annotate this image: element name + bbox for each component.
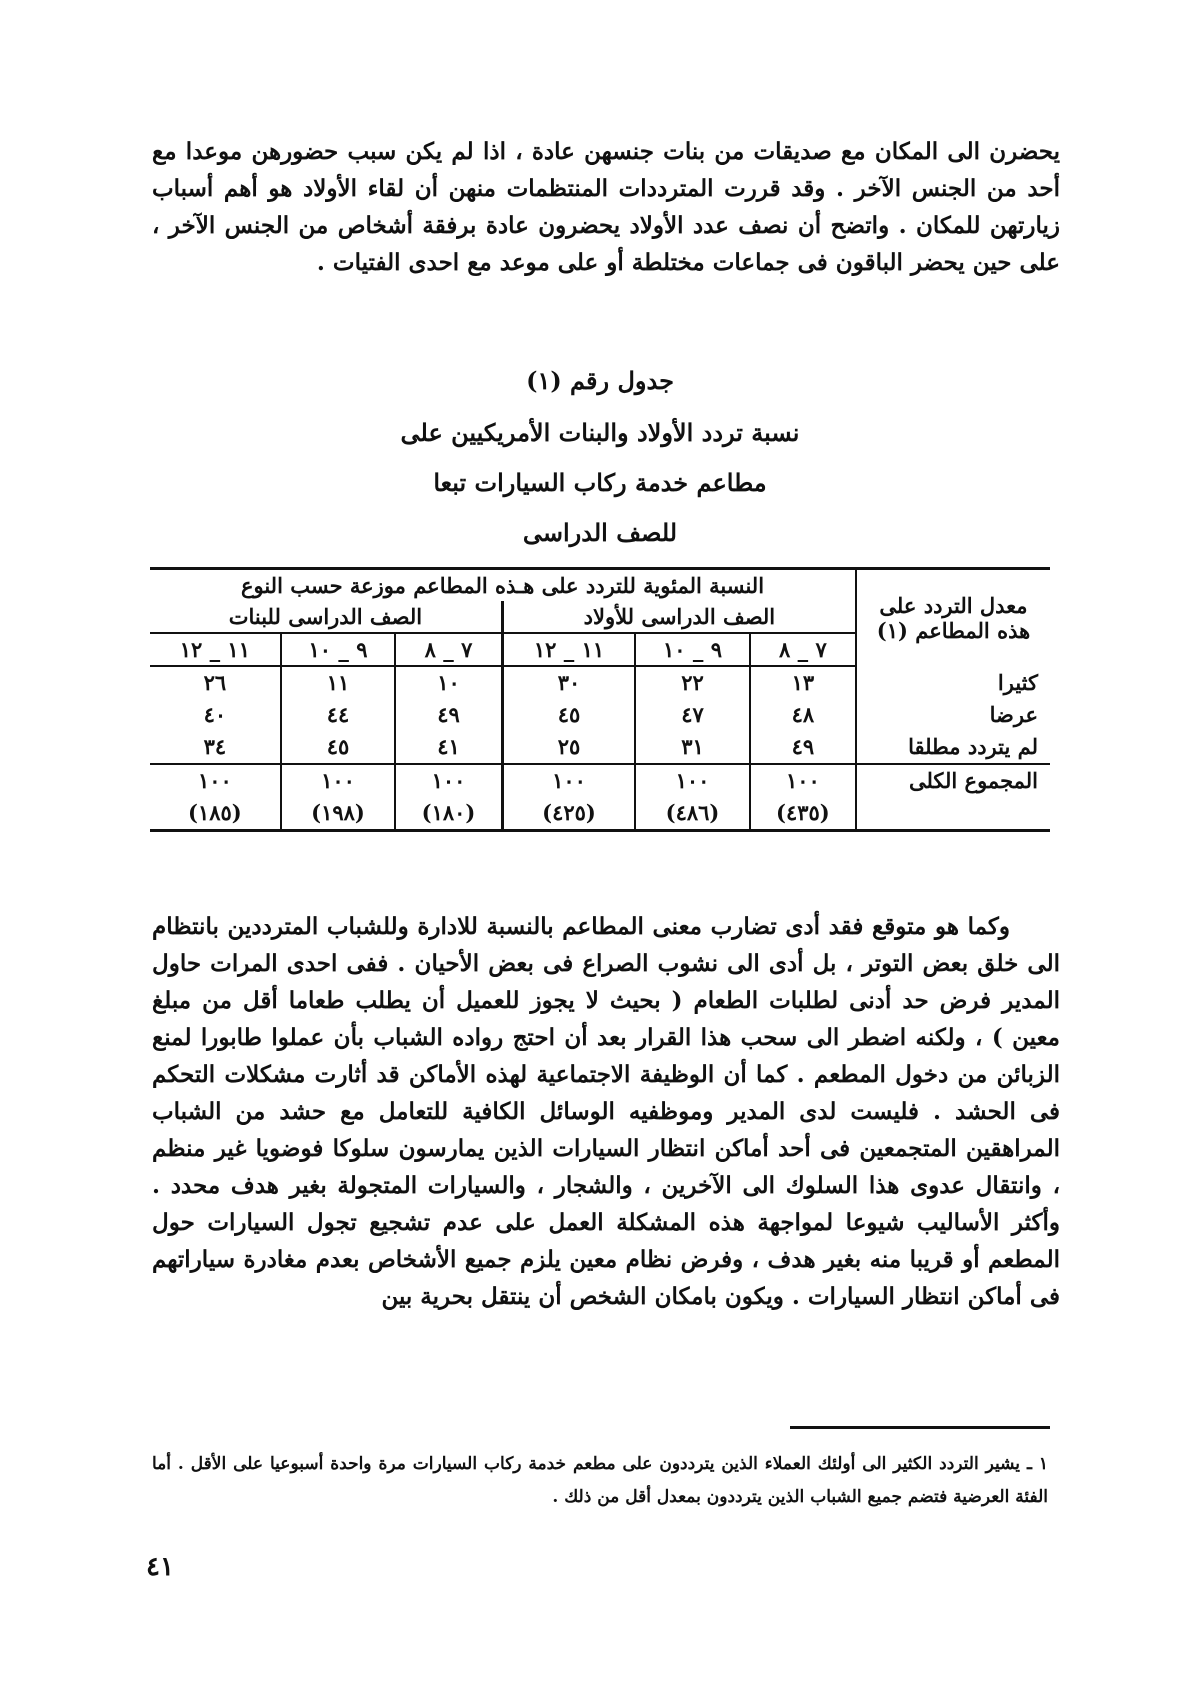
table-cell: ٤٨ (750, 699, 856, 731)
grade-header: ٧ _ ٨ (395, 633, 502, 666)
table-cell: ٤٥ (281, 731, 396, 764)
grade-header: ٩ _ ١٠ (635, 633, 750, 666)
main-header: النسبة المئوية للتردد على هـذه المطاعم موزعة حسب النوع (240, 573, 765, 598)
table-row-counts (150, 797, 1050, 831)
group-header-boys: الصف الدراسى للأولاد (502, 601, 856, 633)
table-cell: ٤٩ (395, 699, 502, 731)
total-cell: ١٠٠ (750, 764, 856, 797)
table-cell: ٤٠ (203, 702, 227, 727)
count-cell: (٤٣٥) (750, 797, 856, 831)
page-number: ٤١ (146, 1552, 174, 1582)
row-label: لم يتردد مطلقا (856, 731, 1050, 764)
count-cell: (١٩٨) (281, 797, 396, 831)
table-cell: ١٠ (395, 666, 502, 699)
table-cell: ٣٠ (502, 666, 635, 699)
table-cell: ٤١ (395, 731, 502, 764)
table-row-total (150, 764, 1050, 797)
grade-header: ١١ _ ١٢ (150, 633, 281, 666)
table-title-line-1: نسبة تردد الأولاد والبنات الأمريكيين على (400, 418, 800, 447)
grade-header: ٩ _ ١٠ (281, 633, 396, 666)
table-cell: ٣١ (635, 731, 750, 764)
row-label: عرضا (856, 699, 1050, 731)
count-cell: (٤٨٦) (635, 797, 750, 831)
frequency-table-grid (150, 567, 1050, 832)
intro-paragraph: يحضرن الى المكان مع صديقات من بنات جنسهن عادة ، اذا لم يكن سبب حضورهن موعدا مع أحد من الجنس الآخر . وقد قررت المترددات المنتظمات منهن أن لقاء الأولاد هو أهم أسباب زيارتهن للمكان . واتضح أن نصف عدد الأولاد يحضرون عادة برفقة أشخاص من الجنس الآخر ، على حين يحضر الباقون فى جماعات مختلطة أو على موعد مع احدى الفتيات . (152, 138, 1060, 276)
table-cell: ٤٧ (635, 699, 750, 731)
footnote-divider (790, 1426, 1050, 1429)
total-cell: ١٠٠ (502, 764, 635, 797)
total-cell: ١٠٠ (150, 764, 281, 797)
table-cell: ٢٢ (635, 666, 750, 699)
total-cell: ١٠٠ (635, 764, 750, 797)
grade-header: ١١ _ ١٢ (502, 633, 635, 666)
body-paragraph: وكما هو متوقع فقد أدى تضارب معنى المطاعم بالنسبة للادارة وللشباب المترددين بانتظام الى خلق بعض التوتر ، بل أدى الى نشوب الصراع فى بعض الأحيان . ففى احدى المرات حاول المدير فرض حد أدنى لطلبات الطعام ( بحيث لا يجوز للعميل أن يطلب طعاما أقل من مبلغ معين ) ، ولكنه اضطر الى سحب هذا القرار بعد أن احتج رواده الشباب بأن عملوا طابورا لمنع الزبائن من دخول المطعم . كما أن الوظيفة الاجتماعية لهذه الأماكن قد أثارت مشكلات التحكم فى الحشد . فليست لدى المدير وموظفيه الوسائل الكافية للتعامل مع حشد من الشباب المراهقين المتجمعين فى أحد أماكن انتظار السيارات الذين يمارسون سلوكا فوضويا غير منظم ، وانتقال عدوى هذا السلوك الى الآخرين ، والشجار ، والسيارات المتجولة بغير هدف محدد . وأكثر الأساليب شيوعا لمواجهة هذه المشكلة العمل على عدم تشجيع تجول السيارات حول المطعم أو قريبا منه بغير هدف ، وفرض نظام معين يلزم جميع الأشخاص بعدم مغادرة سياراتهم فى أماكن انتظار السيارات . ويكون بامكان الشخص أن ينتقل بحرية بين (152, 913, 1060, 1310)
table-title-line-3: للصف الدراسى (522, 518, 678, 547)
count-cell: (١٨٠) (395, 797, 502, 831)
total-label: المجموع الكلى (856, 764, 1050, 797)
table-cell: ٣٤ (203, 734, 227, 759)
grade-header: ٧ _ ٨ (750, 633, 856, 666)
counts-label-empty (856, 797, 1050, 831)
total-cell: ١٠٠ (395, 764, 502, 797)
table-cell: ٢٦ (203, 670, 227, 695)
row-label: كثيرا (856, 666, 1050, 699)
group-header-girls: الصف الدراسى للبنات (150, 601, 502, 633)
table-row (150, 666, 1050, 699)
table-cell: ١١ (281, 666, 396, 699)
table-title-line-2: مطاعم خدمة ركاب السيارات تبعا (433, 468, 767, 497)
table-row (150, 731, 1050, 764)
table-row (150, 699, 1050, 731)
footnote: ١ ـ يشير التردد الكثير الى أولئك العملاء الذين يترددون على مطعم خدمة ركاب السيارات مرة واحدة أسبوعيا على الأقل . أما الفئة العرضية فتضم جميع الشباب الذين يترددون بمعدل أقل من ذلك . (152, 1454, 1048, 1507)
table-cell: ٤٩ (750, 731, 856, 764)
count-cell: (١٨٥) (188, 800, 242, 825)
table-cell: ٤٥ (502, 699, 635, 731)
frequency-table (150, 567, 1050, 832)
table-cell: ٤٤ (281, 699, 396, 731)
count-cell: (٤٢٥) (502, 797, 635, 831)
table-cell: ١٣ (750, 666, 856, 699)
table-number: جدول رقم (١) (526, 366, 674, 395)
stub-header: معدل التردد على هذه المطاعم (١) (856, 569, 1050, 667)
table-cell: ٢٥ (502, 731, 635, 764)
total-cell: ١٠٠ (281, 764, 396, 797)
